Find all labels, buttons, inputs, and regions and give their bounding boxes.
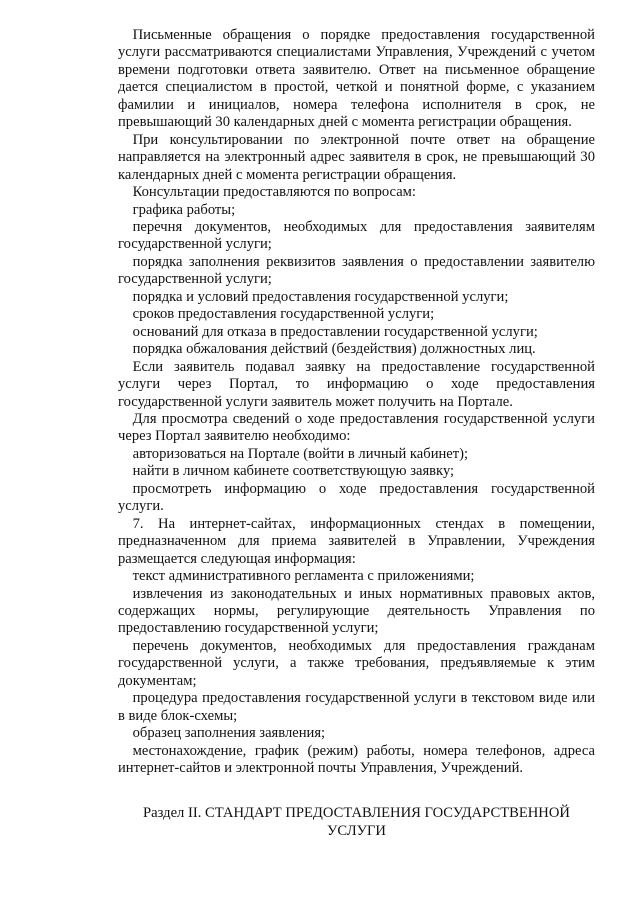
paragraph-written-requests: Письменные обращения о порядке предоставления государственной услуги рассматриваются специалистами Управления, Учреждений с учетом времени подготовки ответа заявителю. Ответ на письменное обращение дается специалистом в простой, четкой и понятной форме, с указанием фамилии и инициалов, номера телефона исполнителя в срок, не превышающий 30 календарных дней с момента регистрации обращения. [118, 27, 595, 131]
paragraph-email-consultation: При консультировании по электронной почте ответ на обращение направляется на электронный адрес заявителя в срок, не превышающий 30 календарных дней с момента регистрации обращения. [118, 131, 595, 183]
list-item: порядка и условий предоставления государственной услуги; [132, 288, 509, 305]
list-item: извлечения из законодательных и иных нормативных правовых актов, содержащих нормы, регулирующие деятельность Управления по предоставлению государственной услуги; [118, 585, 595, 637]
list-item: графика работы; [132, 201, 236, 218]
paragraph-portal-view: Для просмотра сведений о ходе предоставления государственной услуги через Портал заявителю необходимо: [118, 410, 595, 445]
list-item: текст административного регламента с приложениями; [132, 568, 475, 585]
section-heading [118, 805, 595, 840]
list-item: перечень документов, необходимых для предоставления гражданам государственной услуги, а также требования, предъявляемые к этим документам; [118, 637, 595, 689]
list-item: сроков предоставления государственной услуги; [132, 306, 435, 323]
list-item: просмотреть информацию о ходе предоставления государственной услуги. [118, 480, 595, 515]
list-item: порядка обжалования действий (бездействия) должностных лиц. [132, 341, 536, 358]
list-item: местонахождение, график (режим) работы, номера телефонов, адреса интернет-сайтов и электронной почты Управления, Учреждений. [118, 742, 595, 777]
paragraph-consultation-topics: Консультации предоставляются по вопросам: [132, 184, 416, 201]
paragraph-item-7: 7. На интернет-сайтах, информационных стендах в помещении, предназначенном для приема заявителей в Управлении, Учреждения размещается следующая информация: [118, 515, 595, 567]
list-item: образец заполнения заявления; [132, 725, 326, 742]
list-item: оснований для отказа в предоставлении государственной услуги; [132, 323, 538, 340]
list-item: порядка заполнения реквизитов заявления о предоставлении заявителю государственной услуги; [118, 253, 595, 288]
list-item: процедура предоставления государственной услуги в текстовом виде или в виде блок-схемы; [118, 690, 595, 724]
section-heading-line1: Раздел II. СТАНДАРТ ПРЕДОСТАВЛЕНИЯ ГОСУДАРСТВЕННОЙ [143, 805, 570, 822]
list-item: найти в личном кабинете соответствующую заявку; [132, 463, 455, 480]
paragraph-portal-request: Если заявитель подавал заявку на предоставление государственной услуги через Портал, то информацию о ходе предоставления государственной услуги заявитель может получить на Портале. [118, 358, 595, 410]
document-page [118, 27, 595, 840]
list-item: авторизоваться на Портале (войти в личный кабинет); [132, 445, 469, 462]
list-item: перечня документов, необходимых для предоставления заявителям государственной услуги; [118, 218, 595, 253]
section-heading-line2: УСЛУГИ [327, 822, 386, 839]
